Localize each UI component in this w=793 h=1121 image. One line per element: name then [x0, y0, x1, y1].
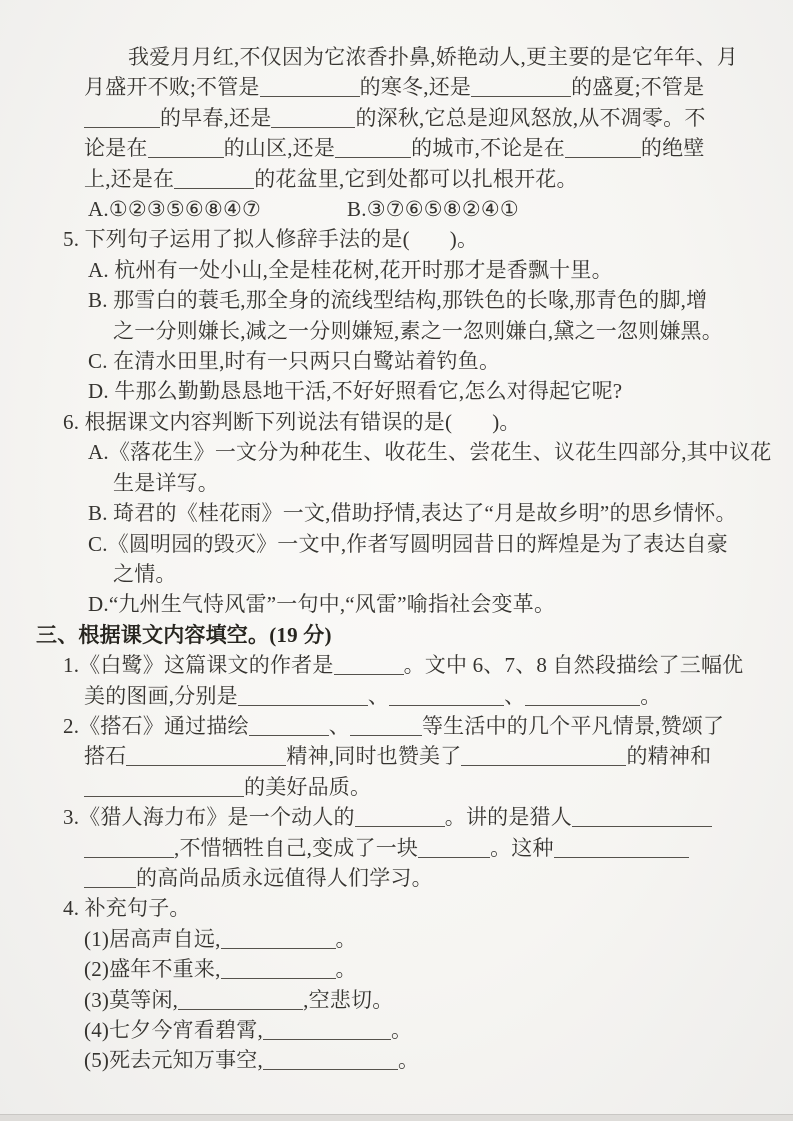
- s3-q1-line-1: [0, 650, 793, 680]
- q5-option-b-line-2: [0, 316, 793, 346]
- fill-in-blank: [572, 810, 712, 827]
- text-run: 。: [335, 926, 357, 951]
- text-run: 等生活中的几个平凡情景,赞颂了: [421, 713, 725, 738]
- text-run: 4. 补充句子。: [63, 896, 191, 921]
- s3-q3-line-2: [0, 833, 793, 863]
- text-run: A.《落花生》一文分为种花生、收花生、尝花生、议花生四部分,其中议花: [88, 440, 772, 465]
- fill-in-blank: [263, 1053, 398, 1070]
- text-run: ,空悲切。: [303, 987, 394, 1012]
- text-run: 三、根据课文内容填空。(19 分): [36, 622, 332, 647]
- text-run: 5. 下列句子运用了拟人修辞手法的是(: [63, 227, 410, 252]
- q4-passage-line-3: [0, 103, 793, 133]
- text-run: 的山区,还是: [223, 136, 336, 161]
- s3-q4-item-3: [0, 985, 793, 1015]
- s3-q4-item-5: [0, 1045, 793, 1075]
- fill-in-blank: [525, 689, 640, 706]
- text-run: 。: [335, 957, 357, 982]
- fill-in-blank: [174, 172, 254, 189]
- q6-option-d: [0, 589, 793, 619]
- text-run: 的美好品质。: [244, 774, 372, 799]
- fill-in-blank: [355, 810, 445, 827]
- q6-option-b: [0, 498, 793, 528]
- text-run: 1.《白鹭》这篇课文的作者是: [63, 653, 334, 678]
- text-run: (1)居高声自远,: [84, 926, 221, 951]
- text-run: C. 在清水田里,时有一只两只白鹭站着钓鱼。: [88, 349, 501, 374]
- text-run: 。文中 6、7、8 自然段描绘了三幅优: [403, 653, 744, 678]
- s3-q1-line-2: [0, 681, 793, 711]
- text-run: 。: [397, 1048, 420, 1073]
- text-run: 2.《搭石》通过描绘: [63, 713, 249, 738]
- text-run: 、: [328, 713, 350, 738]
- text-run: 之情。: [113, 561, 177, 586]
- fill-in-blank: [554, 841, 689, 858]
- q6-option-c-line-1: [0, 529, 793, 559]
- q5-option-c: [0, 346, 793, 376]
- text-run: (5)死去元知万事空,: [84, 1048, 263, 1073]
- fill-in-blank: [334, 658, 404, 675]
- text-run: 、: [367, 683, 390, 708]
- text-run: 的花盆里,它到处都可以扎根开花。: [254, 166, 578, 191]
- q5-stem: [0, 224, 793, 254]
- q4-passage-line-4: [0, 133, 793, 163]
- text-run: A.①②③⑤⑥⑧④⑦: [88, 197, 262, 222]
- text-run: 6. 根据课文内容判断下列说法有错误的是(: [63, 409, 453, 434]
- fill-in-blank: [178, 993, 303, 1010]
- spacer: [452, 428, 492, 429]
- text-run: 美的图画,分别是: [84, 683, 238, 708]
- s3-q4-item-4: [0, 1015, 793, 1045]
- s3-q3-line-3: [0, 863, 793, 893]
- text-run: ,不惜牺牲自己,变成了一块: [174, 835, 419, 860]
- spacer: [84, 63, 128, 64]
- s3-q4-item-2: [0, 954, 793, 984]
- text-run: (2)盛年不重来,: [84, 957, 221, 982]
- text-run: (3)莫等闲,: [84, 987, 179, 1012]
- fill-in-blank: [221, 962, 336, 979]
- text-run: 的精神和: [626, 744, 712, 769]
- q4-options: [0, 194, 793, 224]
- text-run: B.③⑦⑥⑤⑧②④①: [347, 197, 519, 222]
- text-run: C.《圆明园的毁灭》一文中,作者写圆明园昔日的辉煌是为了表达自豪: [88, 531, 728, 556]
- text-run: 。讲的是猎人: [444, 805, 572, 830]
- fill-in-blank: [148, 141, 224, 158]
- text-run: 3.《猎人海力布》是一个动人的: [63, 805, 355, 830]
- fill-in-blank: [350, 719, 422, 736]
- q4-passage-line-1: [0, 42, 793, 72]
- text-run: 生是详写。: [113, 470, 219, 495]
- q6-option-c-line-2: [0, 559, 793, 589]
- fill-in-blank: [418, 841, 490, 858]
- spacer: [410, 245, 450, 246]
- q5-option-a: [0, 255, 793, 285]
- text-run: )。: [449, 227, 479, 252]
- text-run: 搭石: [84, 744, 127, 769]
- fill-in-blank: [84, 780, 244, 797]
- s3-q4-item-1: [0, 924, 793, 954]
- fill-in-blank: [238, 689, 368, 706]
- text-run: 上,还是在: [84, 166, 175, 191]
- text-run: 。: [640, 683, 662, 708]
- text-run: 月盛开不败;不管是: [84, 75, 260, 100]
- text-run: 精神,同时也赞美了: [286, 744, 462, 769]
- text-run: D.“九州生气恃风雷”一句中,“风雷”喻指社会变革。: [88, 592, 556, 617]
- text-run: 。: [390, 1018, 413, 1042]
- text-run: 、: [504, 683, 526, 708]
- s3-q3-line-1: [0, 802, 793, 832]
- q6-stem: [0, 407, 793, 437]
- text-run: 的盛夏;不管是: [571, 75, 705, 100]
- q4-passage-line-2: [0, 72, 793, 102]
- text-run: 的深秋,它总是迎风怒放,从不凋零。不: [355, 105, 706, 130]
- s3-q4-stem: [0, 893, 793, 923]
- q6-option-a-line-2: [0, 468, 793, 498]
- q6-option-a-line-1: [0, 437, 793, 467]
- fill-in-blank: [260, 80, 360, 97]
- text-run: D. 牛那么勤勤恳恳地干活,不好好照看它,怎么对得起它呢?: [88, 379, 623, 404]
- text-run: 的绝壁: [640, 136, 705, 161]
- text-run: 我爱月月红,不仅因为它浓香扑鼻,娇艳动人,更主要的是它年年、月: [128, 45, 738, 69]
- section-3-heading: [0, 620, 793, 650]
- page-bottom-edge: [0, 1114, 793, 1121]
- text-run: 论是在: [84, 136, 148, 161]
- text-run: B. 那雪白的蓑毛,那全身的流线型结构,那铁色的长喙,那青色的脚,增: [88, 288, 708, 313]
- text-run: 。这种: [490, 835, 554, 860]
- text-run: 的城市,不论是在: [411, 136, 565, 161]
- text-run: A. 杭州有一处小山,全是桂花树,花开时那才是香飘十里。: [88, 257, 613, 282]
- text-run: 的高尚品质永远值得人们学习。: [136, 865, 433, 890]
- fill-in-blank: [249, 719, 329, 736]
- fill-in-blank: [461, 749, 626, 766]
- s3-q2-line-3: [0, 772, 793, 802]
- fill-in-blank: [221, 932, 336, 949]
- text-run: 的早春,还是: [160, 105, 272, 130]
- q5-option-d: [0, 376, 793, 406]
- spacer: [261, 215, 347, 216]
- worksheet-lines: [0, 42, 793, 1076]
- fill-in-blank: [84, 841, 174, 858]
- fill-in-blank: [263, 1023, 391, 1040]
- text-run: 的寒冬,还是: [359, 75, 472, 100]
- fill-in-blank: [84, 871, 136, 888]
- q4-passage-line-5: [0, 164, 793, 194]
- fill-in-blank: [335, 141, 411, 158]
- text-run: B. 琦君的《桂花雨》一文,借助抒情,表达了“月是故乡明”的思乡情怀。: [88, 501, 737, 526]
- text-run: (4)七夕今宵看碧霄,: [84, 1018, 263, 1042]
- fill-in-blank: [389, 689, 504, 706]
- fill-in-blank: [271, 111, 355, 128]
- fill-in-blank: [126, 749, 286, 766]
- q5-option-b-line-1: [0, 285, 793, 315]
- fill-in-blank: [565, 141, 641, 158]
- text-run: 之一分则嫌长,减之一分则嫌短,素之一忽则嫌白,黛之一忽则嫌黑。: [113, 318, 723, 343]
- fill-in-blank: [84, 111, 160, 128]
- text-run: )。: [492, 409, 521, 434]
- fill-in-blank: [471, 80, 571, 97]
- s3-q2-line-2: [0, 741, 793, 771]
- s3-q2-line-1: [0, 711, 793, 741]
